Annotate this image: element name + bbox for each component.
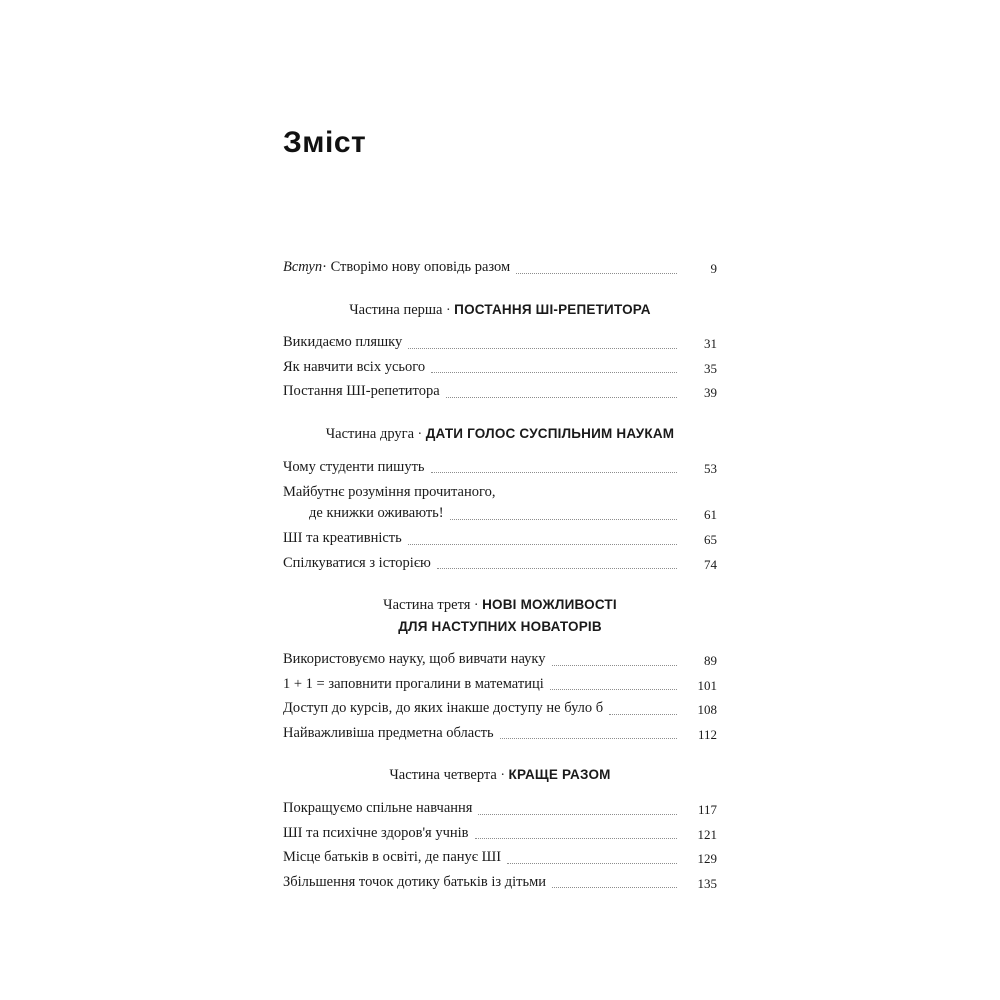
part-prefix: Частина друга <box>325 426 415 442</box>
toc-entry[interactable] <box>283 699 717 719</box>
part-prefix: Частина четверта <box>389 767 497 784</box>
part-separator: · <box>500 768 506 784</box>
toc-entry-page: 61 <box>704 506 717 522</box>
toc-entry-label: 1 + 1 = заповнити прогалини в математиці <box>283 675 544 692</box>
toc-entry-page: 101 <box>697 677 717 693</box>
toc-entry-line2-row <box>283 503 717 524</box>
toc-entry-page: 39 <box>704 385 717 401</box>
toc-entry[interactable] <box>283 724 717 744</box>
leader-dots <box>437 568 677 569</box>
leader-dots <box>516 273 677 274</box>
toc-entry-page: 108 <box>697 702 717 718</box>
toc-entry[interactable] <box>283 675 717 695</box>
toc-entry[interactable] <box>283 848 717 868</box>
toc-entry-page: 9 <box>710 261 717 277</box>
toc-entry-label: Постання ШІ-репетитора <box>283 383 440 400</box>
toc-intro-label-rest: Створімо нову оповідь разом <box>330 259 511 275</box>
toc-entry-page: 31 <box>704 336 717 352</box>
toc-entry-multiline[interactable] <box>283 482 717 524</box>
toc-entry-intro[interactable] <box>283 258 717 278</box>
toc-entry[interactable] <box>283 333 717 353</box>
toc-entry-page: 112 <box>697 726 717 742</box>
leader-dots <box>450 519 677 520</box>
leader-dots <box>552 665 678 666</box>
toc-entry-label <box>283 258 510 278</box>
toc-entry-page: 121 <box>697 826 717 842</box>
toc-entry-page: 129 <box>697 851 717 867</box>
toc-entry[interactable] <box>283 799 717 819</box>
toc-part-heading-4 <box>283 765 717 787</box>
part-name: НОВІ МОЖЛИВОСТІ <box>482 597 617 613</box>
leader-dots <box>408 544 677 545</box>
part-name: ДАТИ ГОЛОС СУСПІЛЬНИМ НАУКАМ <box>425 426 675 441</box>
toc-entry-page: 117 <box>697 802 717 818</box>
toc-entry-label: Викидаємо пляшку <box>283 334 403 351</box>
toc-entry-label: ШІ та креативність <box>283 530 402 547</box>
toc-entry-page: 135 <box>697 875 717 891</box>
part-separator: · <box>473 598 479 614</box>
toc-entry-page: 53 <box>704 460 717 476</box>
toc-entry-label: Спілкуватися з історією <box>283 554 431 571</box>
part-name-line2: ДЛЯ НАСТУПНИХ НОВАТОРІВ <box>398 619 602 635</box>
toc-entry-label: Місце батьків в освіті, де панує ШІ <box>283 849 502 866</box>
leader-dots <box>609 714 677 715</box>
leader-dots <box>475 838 677 839</box>
toc-entry[interactable] <box>283 824 717 844</box>
toc-part-heading-3 <box>283 595 717 638</box>
toc-entry[interactable] <box>283 873 717 893</box>
leader-dots <box>500 738 677 739</box>
leader-dots <box>431 372 677 373</box>
toc-entry-label: Доступ до курсів, до яких інакше доступу не було б <box>283 700 604 717</box>
toc-entry-label-line1: Майбутнє розуміння прочитаного, <box>283 484 496 501</box>
toc-entry-page: 74 <box>704 556 717 572</box>
toc-entry-page: 65 <box>704 532 717 548</box>
part-prefix: Частина третя <box>383 597 471 614</box>
toc-entry[interactable] <box>283 650 717 670</box>
toc-intro-italic-label: Вступ <box>283 259 323 275</box>
toc-entry-label: Найважливіша предметна область <box>283 724 494 741</box>
toc-entry-label-line2: де книжки оживають! <box>309 505 444 522</box>
toc-entry[interactable] <box>283 554 717 574</box>
toc-entry-label: Використовуємо науку, щоб вивчати науку <box>283 651 546 668</box>
leader-dots <box>552 887 677 888</box>
toc-entry-label: Як навчити всіх усього <box>283 358 426 375</box>
page-title: Зміст <box>283 126 367 159</box>
toc-entry[interactable] <box>283 382 717 402</box>
leader-dots <box>507 863 677 864</box>
leader-dots <box>446 397 677 398</box>
toc-entry[interactable] <box>283 529 717 549</box>
leader-dots <box>431 472 677 473</box>
toc-entry[interactable] <box>283 458 717 478</box>
toc-entry-page: 89 <box>704 653 717 669</box>
part-name: ПОСТАННЯ ШІ-РЕПЕТИТОРА <box>454 301 651 317</box>
leader-dots <box>550 689 677 690</box>
part-separator: · <box>417 427 423 442</box>
part-prefix: Частина перша <box>349 301 443 318</box>
toc-intro-separator: · <box>322 259 327 275</box>
toc-entry-label: Чому студенти пишуть <box>283 458 425 475</box>
toc-part-heading-2 <box>283 424 717 446</box>
leader-dots <box>408 348 677 349</box>
toc-entry-page: 35 <box>704 360 717 376</box>
part-name: КРАЩЕ РАЗОМ <box>508 767 611 783</box>
toc-entry[interactable] <box>283 358 717 378</box>
toc-part-heading-1 <box>283 300 717 322</box>
toc-entry-label: ШІ та психічне здоров'я учнів <box>283 824 469 841</box>
leader-dots <box>478 814 677 815</box>
part-separator: · <box>446 302 451 318</box>
toc-entry-label: Збільшення точок дотику батьків із дітьми <box>283 873 547 890</box>
table-of-contents <box>283 258 717 897</box>
toc-entry-label: Покращуємо спільне навчання <box>283 800 473 817</box>
